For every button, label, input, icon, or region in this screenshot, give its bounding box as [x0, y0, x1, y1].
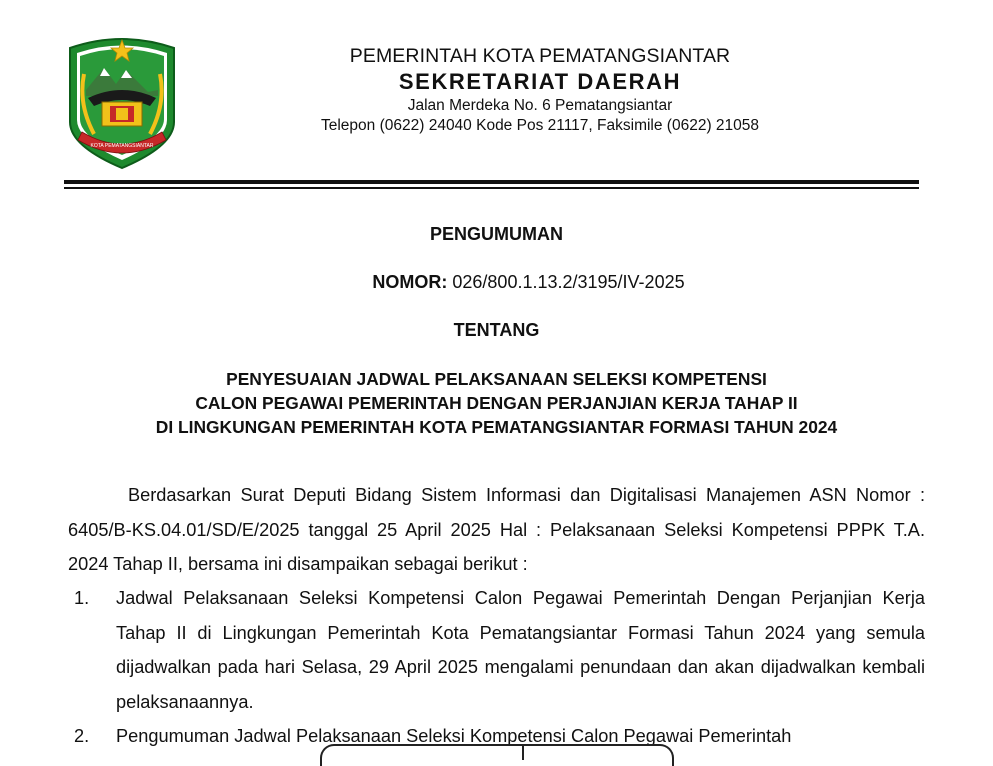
intro-paragraph: Berdasarkan Surat Deputi Bidang Sistem Informasi dan Digitalisasi Manajemen ASN Nomor : 6405/B-KS.04.01/SD/E/2025 tanggal 25 April 2025 Hal : Pelaksanaan Seleksi Kompetensi PPPK T.A. 2024 Tahap II, bersama ini disampaikan sebagai berikut :: [68, 485, 925, 574]
number-value: 026/800.1.13.2/3195/IV-2025: [452, 272, 685, 292]
announcement-number: [32, 270, 993, 294]
announcement-about: TENTANG: [453, 320, 540, 340]
announcement-subject: [0, 367, 993, 439]
number-label: NOMOR:: [372, 272, 448, 292]
letterhead-address: Jalan Merdeka No. 6 Pematangsiantar: [407, 97, 673, 114]
list-item: [68, 581, 925, 719]
letterhead-contact: Telepon (0622) 24040 Kode Pos 21117, Faksimile (0622) 21058: [320, 117, 760, 134]
subject-line: CALON PEGAWAI PEMERINTAH DENGAN PERJANJIAN KERJA TAHAP II: [195, 393, 798, 413]
letterhead-divider-thin: [64, 187, 919, 189]
letterhead: [250, 44, 830, 136]
list-item-text: Pengumuman Jadwal Pelaksanaan Seleksi Kompetensi Calon Pegawai Pemerintah: [116, 726, 792, 746]
letterhead-government: PEMERINTAH KOTA PEMATANGSIANTAR: [349, 45, 731, 67]
city-emblem-logo: [64, 34, 180, 172]
toolbar-separator: [522, 746, 524, 760]
list-item-text: Jadwal Pelaksanaan Seleksi Kompetensi Calon Pegawai Pemerintah Dengan Perjanjian Kerja Tahap II di Lingkungan Pemerintah Kota Pematangsiantar Formasi Tahun 2024 yang semula dijadwalkan pada hari Selasa, 29 April 2025 mengalami penundaan dan akan dijadwalkan kembali pelaksanaannya.: [116, 588, 925, 712]
announcement-items: [68, 581, 925, 754]
list-item-number: 2.: [74, 726, 90, 746]
letterhead-divider-thick: [64, 180, 919, 184]
logo-banner-text: KOTA PEMATANGSIANTAR: [90, 143, 154, 149]
subject-line: PENYESUAIAN JADWAL PELAKSANAAN SELEKSI KOMPETENSI: [226, 369, 767, 389]
viewer-bottom-toolbar[interactable]: [320, 744, 674, 766]
subject-line: DI LINGKUNGAN PEMERINTAH KOTA PEMATANGSIANTAR FORMASI TAHUN 2024: [155, 417, 838, 437]
letterhead-office: SEKRETARIAT DAERAH: [398, 69, 682, 94]
announcement-heading: PENGUMUMAN: [430, 224, 563, 244]
list-item-number: 1.: [74, 588, 90, 608]
